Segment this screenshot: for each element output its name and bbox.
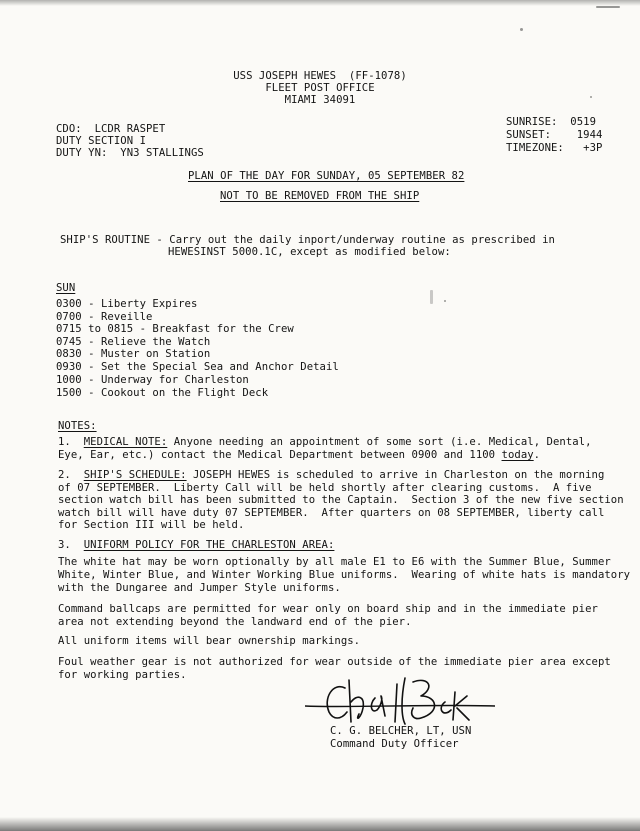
uniform-para-3: All uniform items will bear ownership markings. [58, 635, 361, 647]
note-1-line-1 [58, 436, 592, 449]
sunrise-line: SUNRISE: 0519 [506, 116, 596, 128]
schedule-item: 0715 to 0815 - Breakfast for the Crew [56, 323, 294, 335]
duty-yn-line: DUTY YN: YN3 STALLINGS [56, 147, 204, 159]
schedule-item: 0930 - Set the Special Sea and Anchor Detail [56, 361, 339, 373]
scan-edge-bottom [0, 817, 640, 831]
signatory-role: Command Duty Officer [330, 738, 459, 750]
uniform-para-4-line-2: for working parties. [58, 669, 187, 681]
routine-line-2: HEWESINST 5000.1C, except as modified below: [168, 246, 451, 258]
city-zip: MIAMI 34091 [284, 94, 356, 106]
uniform-para-1-line-2: White, Winter Blue, and Winter Working Blue uniforms. Wearing of white hats is mandatory [58, 569, 631, 581]
note-2-text: JOSEPH HEWES is scheduled to arrive in Charleston on the morning [186, 469, 605, 481]
note-1-text: Anyone needing an appointment of some sort (i.e. Medical, Dental, [167, 436, 592, 448]
note-2-title: SHIP'S SCHEDULE: [83, 469, 187, 481]
schedule-item: 0700 - Reveille [56, 311, 153, 323]
ship-name: USS JOSEPH HEWES (FF-1078) [233, 70, 407, 82]
uniform-para-1-line-1: The white hat may be worn optionally by all male E1 to E6 with the Summer Blue, Summer [58, 556, 611, 568]
note-2-line-4: watch bill will have duty 07 SEPTEMBER. After quarters on 08 SEPTEMBER, liberty call [58, 507, 605, 519]
uniform-para-1-line-3: with the Dungaree and Jumper Style uniforms. [58, 582, 341, 594]
schedule-item: 0300 - Liberty Expires [56, 298, 198, 310]
not-removed-notice: NOT TO BE REMOVED FROM THE SHIP [220, 190, 420, 202]
timezone-line: TIMEZONE: +3P [506, 142, 603, 154]
uniform-para-2-line-1: Command ballcaps are permitted for wear only on board ship and in the immediate pier [58, 603, 598, 615]
scan-speck [444, 300, 446, 302]
note-1-title: MEDICAL NOTE: [83, 436, 168, 448]
note-2-line-2: of 07 SEPTEMBER. Liberty Call will be held shortly after clearing customs. A five [58, 482, 592, 494]
schedule-item: 1500 - Cookout on the Flight Deck [56, 387, 269, 399]
note-1-today: today [501, 449, 534, 461]
plan-title: PLAN OF THE DAY FOR SUNDAY, 05 SEPTEMBER 82 [188, 170, 465, 182]
scan-speck [596, 6, 620, 8]
scan-edge-top [0, 0, 640, 6]
note-3-number: 3. [58, 539, 71, 551]
scan-speck [520, 28, 523, 31]
sunset-line: SUNSET: 1944 [506, 129, 603, 141]
signatory-name: C. G. BELCHER, LT, USN [330, 725, 472, 737]
note-1-number: 1. [58, 436, 71, 448]
schedule-heading: SUN [56, 282, 76, 294]
note-2-line-5: for Section III will be held. [58, 519, 245, 531]
routine-line-1: SHIP'S ROUTINE - Carry out the daily inport/underway routine as prescribed in [60, 234, 555, 246]
duty-section-line: DUTY SECTION I [56, 135, 146, 147]
note-1-text: Eye, Ear, etc.) contact the Medical Department between 0900 and 1100 [58, 449, 502, 461]
fleet-post-office: FLEET POST OFFICE [265, 82, 375, 94]
schedule-item: 0830 - Muster on Station [56, 348, 211, 360]
cdo-line: CDO: LCDR RASPET [56, 123, 166, 135]
note-3-heading [58, 539, 334, 552]
note-1-line-2 [58, 449, 540, 462]
scan-speck [590, 96, 592, 98]
note-2-line-1 [58, 469, 604, 482]
note-3-title: UNIFORM POLICY FOR THE CHARLESTON AREA: [83, 539, 335, 551]
schedule-item: 1000 - Underway for Charleston [56, 374, 249, 386]
note-2-line-3: section watch bill has been submitted to the Captain. Section 3 of the new five section [58, 494, 624, 506]
scan-speck [430, 290, 433, 304]
note-2-number: 2. [58, 469, 71, 481]
schedule-item: 0745 - Relieve the Watch [56, 336, 211, 348]
uniform-para-2-line-2: area not extending beyond the landward end of the pier. [58, 616, 412, 628]
note-1-period: . [533, 449, 541, 461]
notes-heading: NOTES: [58, 420, 97, 432]
uniform-para-4-line-1: Foul weather gear is not authorized for wear outside of the immediate pier area except [58, 656, 611, 668]
